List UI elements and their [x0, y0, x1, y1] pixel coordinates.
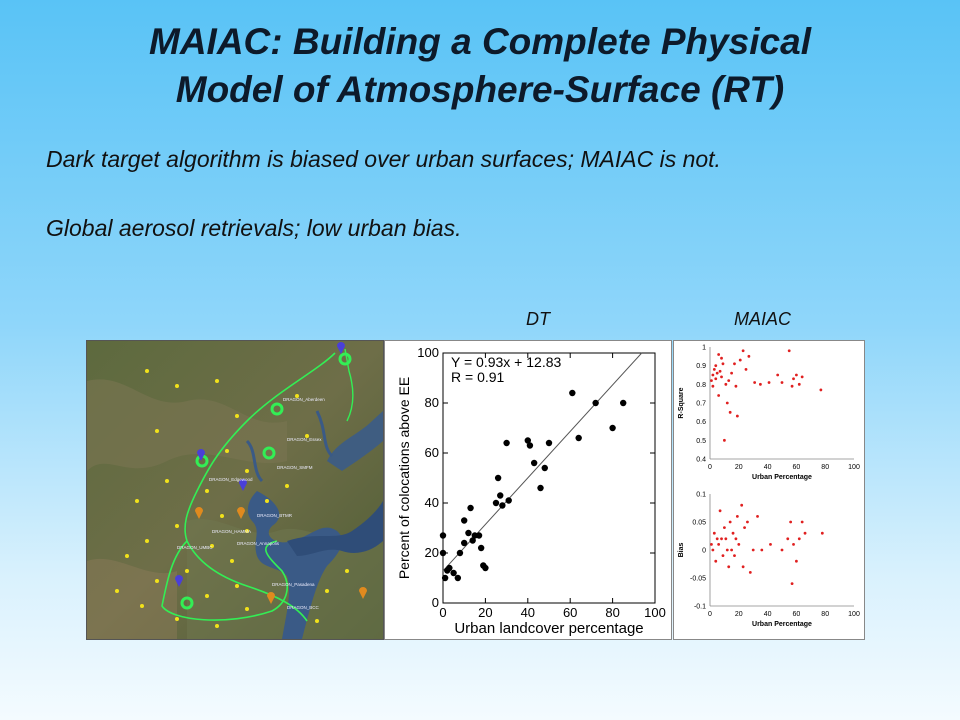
scatter-point — [759, 383, 762, 386]
y-tick-label: 40 — [424, 495, 439, 510]
scatter-point — [720, 375, 723, 378]
scatter-point — [745, 368, 748, 371]
scatter-point — [497, 492, 503, 498]
y-tick-label: -0.1 — [693, 603, 706, 611]
maiac-rsquare-chart — [674, 341, 864, 486]
scatter-point — [747, 355, 750, 358]
scatter-point — [714, 377, 717, 380]
label-dt: DT — [526, 309, 550, 329]
x-tick-label: 20 — [734, 464, 743, 471]
scatter-point — [791, 582, 794, 585]
scatter-point — [821, 532, 824, 535]
scatter-point — [478, 545, 484, 551]
x-tick-label: 100 — [848, 611, 860, 618]
scatter-point — [726, 402, 729, 405]
scatter-point — [795, 560, 798, 563]
x-tick-label: 80 — [605, 605, 620, 620]
scatter-point — [724, 383, 727, 386]
scatter-point — [733, 554, 736, 557]
maiac-bias-chart — [674, 486, 864, 636]
scatter-point — [819, 389, 822, 392]
scatter-point — [726, 549, 729, 552]
scatter-point — [781, 549, 784, 552]
scatter-point — [710, 379, 713, 382]
scatter-point — [542, 465, 548, 471]
scatter-point — [446, 565, 452, 571]
x-tick-label: 80 — [821, 464, 830, 471]
x-tick-label: 60 — [792, 611, 801, 618]
scatter-point — [461, 517, 467, 523]
site-label: DRAGON_Edgewood — [209, 477, 253, 482]
scatter-point — [739, 359, 742, 362]
scatter-point — [792, 377, 795, 380]
scatter-point — [592, 400, 598, 406]
x-tick-label: 80 — [821, 611, 830, 618]
scatter-point — [756, 515, 759, 518]
x-axis-label: Urban Percentage — [752, 474, 812, 481]
maiac-panel — [673, 340, 865, 640]
scatter-point — [714, 364, 717, 367]
dt-scatter-chart — [385, 341, 671, 639]
scatter-point — [798, 383, 801, 386]
satellite-map — [86, 340, 384, 640]
scatter-point — [711, 549, 714, 552]
y-tick-label: 0.7 — [696, 400, 706, 408]
scatter-point — [713, 368, 716, 371]
y-tick-label: -0.05 — [690, 575, 706, 583]
scatter-point — [720, 537, 723, 540]
y-axis-label: R-Square — [678, 387, 685, 419]
plot-frame — [443, 353, 655, 603]
scatter-point — [727, 379, 730, 382]
title-line-2: Model of Atmosphere-Surface (RT) — [175, 69, 785, 110]
scatter-point — [717, 543, 720, 546]
scatter-point — [735, 385, 738, 388]
scatter-point — [724, 537, 727, 540]
scatter-point — [495, 475, 501, 481]
scatter-point — [461, 540, 467, 546]
site-label: DRAGON_Annapolis — [237, 541, 280, 546]
x-axis-label: Urban Percentage — [752, 621, 812, 628]
y-tick-label: 0 — [702, 547, 706, 555]
scatter-point — [450, 570, 456, 576]
annotation: Y = 0.93x + 12.83 — [451, 354, 562, 370]
label-maiac: MAIAC — [734, 309, 792, 329]
scatter-point — [795, 374, 798, 377]
bullet-global-aerosol: Global aerosol retrievals; low urban bias. — [46, 215, 462, 241]
x-tick-label: 100 — [848, 464, 860, 471]
scatter-point — [722, 554, 725, 557]
scatter-point — [804, 532, 807, 535]
scatter-point — [786, 537, 789, 540]
scatter-point — [730, 549, 733, 552]
scatter-point — [620, 400, 626, 406]
scatter-point — [792, 543, 795, 546]
y-tick-label: 20 — [424, 545, 439, 560]
scatter-point — [713, 532, 716, 535]
scatter-point — [467, 505, 473, 511]
scatter-point — [723, 439, 726, 442]
scatter-point — [546, 440, 552, 446]
scatter-point — [789, 521, 792, 524]
scatter-point — [736, 515, 739, 518]
y-tick-label: 0.6 — [696, 419, 706, 427]
scatter-point — [499, 502, 505, 508]
site-label: DRAGON_Pasadena — [272, 582, 315, 587]
site-label: DRAGON_SMFM — [277, 465, 313, 470]
x-tick-label: 40 — [763, 611, 772, 618]
x-tick-label: 0 — [708, 611, 712, 618]
scatter-point — [711, 385, 714, 388]
x-tick-label: 0 — [708, 464, 712, 471]
scatter-point — [722, 362, 725, 365]
x-tick-label: 20 — [734, 611, 743, 618]
x-tick-label: 100 — [644, 605, 666, 620]
site-label: DRAGON_BTMR — [257, 513, 293, 518]
scatter-point — [781, 381, 784, 384]
scatter-point — [729, 521, 732, 524]
y-tick-label: 0.4 — [696, 456, 706, 464]
scatter-point — [503, 440, 509, 446]
scatter-point — [768, 381, 771, 384]
scatter-point — [723, 526, 726, 529]
x-tick-label: 60 — [562, 605, 578, 620]
scatter-point — [716, 372, 719, 375]
scatter-point — [442, 575, 448, 581]
scatter-point — [742, 565, 745, 568]
scatter-point — [719, 370, 722, 373]
scatter-point — [801, 375, 804, 378]
scatter-point — [457, 550, 463, 556]
scatter-point — [710, 543, 713, 546]
scatter-point — [753, 381, 756, 384]
y-tick-label: 0 — [431, 595, 439, 610]
y-tick-label: 80 — [424, 395, 439, 410]
site-label: DRAGON_Essex — [287, 437, 322, 442]
scatter-point — [769, 543, 772, 546]
satellite-map-image — [87, 341, 383, 639]
y-tick-label: 0.8 — [696, 381, 706, 389]
scatter-point — [743, 526, 746, 529]
y-tick-label: 1 — [702, 344, 706, 352]
scatter-point — [609, 425, 615, 431]
y-tick-label: 0.05 — [692, 519, 706, 527]
scatter-point — [749, 571, 752, 574]
scatter-point — [788, 349, 791, 352]
y-tick-label: 60 — [424, 445, 439, 460]
y-tick-label: 0.1 — [696, 491, 706, 499]
scatter-point — [476, 532, 482, 538]
scatter-point — [729, 411, 732, 414]
dt-scatter-panel — [384, 340, 672, 640]
y-axis-label: Bias — [678, 542, 685, 558]
x-axis-label: Urban landcover percentage — [454, 620, 644, 637]
x-tick-label: 20 — [478, 605, 493, 620]
scatter-point — [537, 485, 543, 491]
scatter-point — [791, 385, 794, 388]
scatter-point — [531, 460, 537, 466]
scatter-point — [776, 374, 779, 377]
site-label: DRAGON_UMBC — [177, 545, 213, 550]
y-tick-label: 0.5 — [696, 437, 706, 445]
scatter-point — [714, 560, 717, 563]
scatter-point — [719, 509, 722, 512]
scatter-point — [798, 537, 801, 540]
scatter-point — [746, 521, 749, 524]
x-tick-label: 0 — [439, 605, 447, 620]
scatter-point — [440, 550, 446, 556]
scatter-point — [711, 374, 714, 377]
y-tick-label: 0.9 — [696, 363, 706, 371]
scatter-point — [506, 497, 512, 503]
scatter-point — [730, 372, 733, 375]
y-tick-label: 100 — [417, 345, 439, 360]
scatter-point — [717, 353, 720, 356]
y-axis-label: Percent of colocations above EE — [396, 376, 412, 580]
scatter-point — [527, 442, 533, 448]
annotation: R = 0.91 — [451, 369, 505, 385]
scatter-point — [801, 521, 804, 524]
x-tick-label: 60 — [792, 464, 801, 471]
scatter-point — [455, 575, 461, 581]
scatter-point — [735, 537, 738, 540]
scatter-point — [720, 357, 723, 360]
bullet-dark-target: Dark target algorithm is biased over urban surfaces; MAIAC is not. — [46, 146, 721, 172]
scatter-point — [440, 532, 446, 538]
site-label: DRAGON_HAMMA — [212, 529, 252, 534]
scatter-point — [716, 537, 719, 540]
scatter-point — [752, 549, 755, 552]
scatter-point — [575, 435, 581, 441]
scatter-point — [482, 565, 488, 571]
scatter-point — [733, 362, 736, 365]
scatter-point — [569, 390, 575, 396]
scatter-point — [740, 504, 743, 507]
scatter-point — [717, 394, 720, 397]
scatter-point — [727, 565, 730, 568]
scatter-point — [493, 500, 499, 506]
x-tick-label: 40 — [763, 464, 772, 471]
page-title — [40, 18, 920, 114]
scatter-point — [760, 549, 763, 552]
scatter-point — [742, 349, 745, 352]
title-line-1: MAIAC: Building a Complete Physical — [149, 21, 811, 62]
x-tick-label: 40 — [520, 605, 536, 620]
scatter-point — [465, 530, 471, 536]
scatter-point — [737, 543, 740, 546]
scatter-point — [732, 532, 735, 535]
site-label: DRAGON_BCC — [287, 605, 319, 610]
site-label: DRAGON_Aberdeen — [283, 397, 325, 402]
scatter-point — [736, 415, 739, 418]
